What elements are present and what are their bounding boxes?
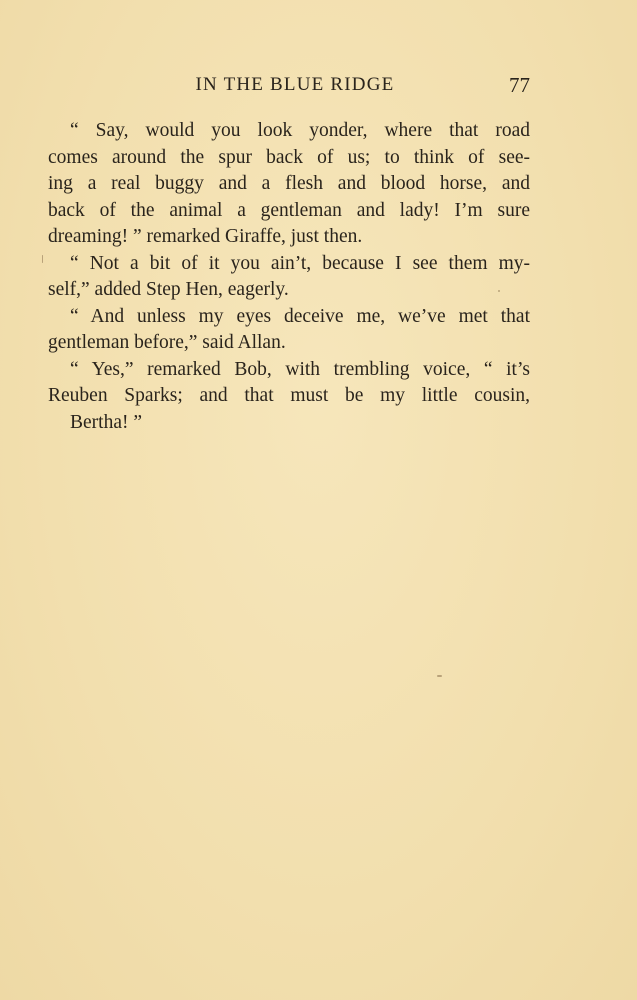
running-title: IN THE BLUE RIDGE bbox=[195, 74, 395, 95]
text-line: “ And unless my eyes deceive me, we’ve met that bbox=[70, 305, 530, 327]
text-line: ing a real buggy and a flesh and blood horse, and bbox=[48, 173, 530, 194]
paper-speck bbox=[437, 675, 442, 677]
text-line: comes around the spur back of us; to think of see- bbox=[48, 146, 530, 168]
text-line: self,” added Step Hen, eagerly. bbox=[48, 279, 289, 300]
running-head bbox=[48, 72, 530, 98]
text-line: gentleman before,” said Allan. bbox=[48, 332, 286, 353]
paper-speck bbox=[42, 255, 43, 263]
text-line: Bertha! ” bbox=[70, 411, 143, 433]
text-line: back of the animal a gentleman and lady! I’m sure bbox=[48, 199, 530, 221]
paper-speck bbox=[498, 290, 500, 292]
text-line: Reuben Sparks; and that must be my little cousin, bbox=[48, 385, 530, 406]
text-line: “ Say, would you look yonder, where that road bbox=[70, 120, 530, 141]
body-text bbox=[48, 118, 530, 436]
text-line: “ Not a bit of it you ain’t, because I see them my- bbox=[70, 252, 530, 274]
page-number: 77 bbox=[509, 73, 530, 97]
text-line: dreaming! ” remarked Giraffe, just then. bbox=[48, 226, 363, 247]
text-line: “ Yes,” remarked Bob, with trembling voice, “ it’s bbox=[70, 358, 530, 380]
